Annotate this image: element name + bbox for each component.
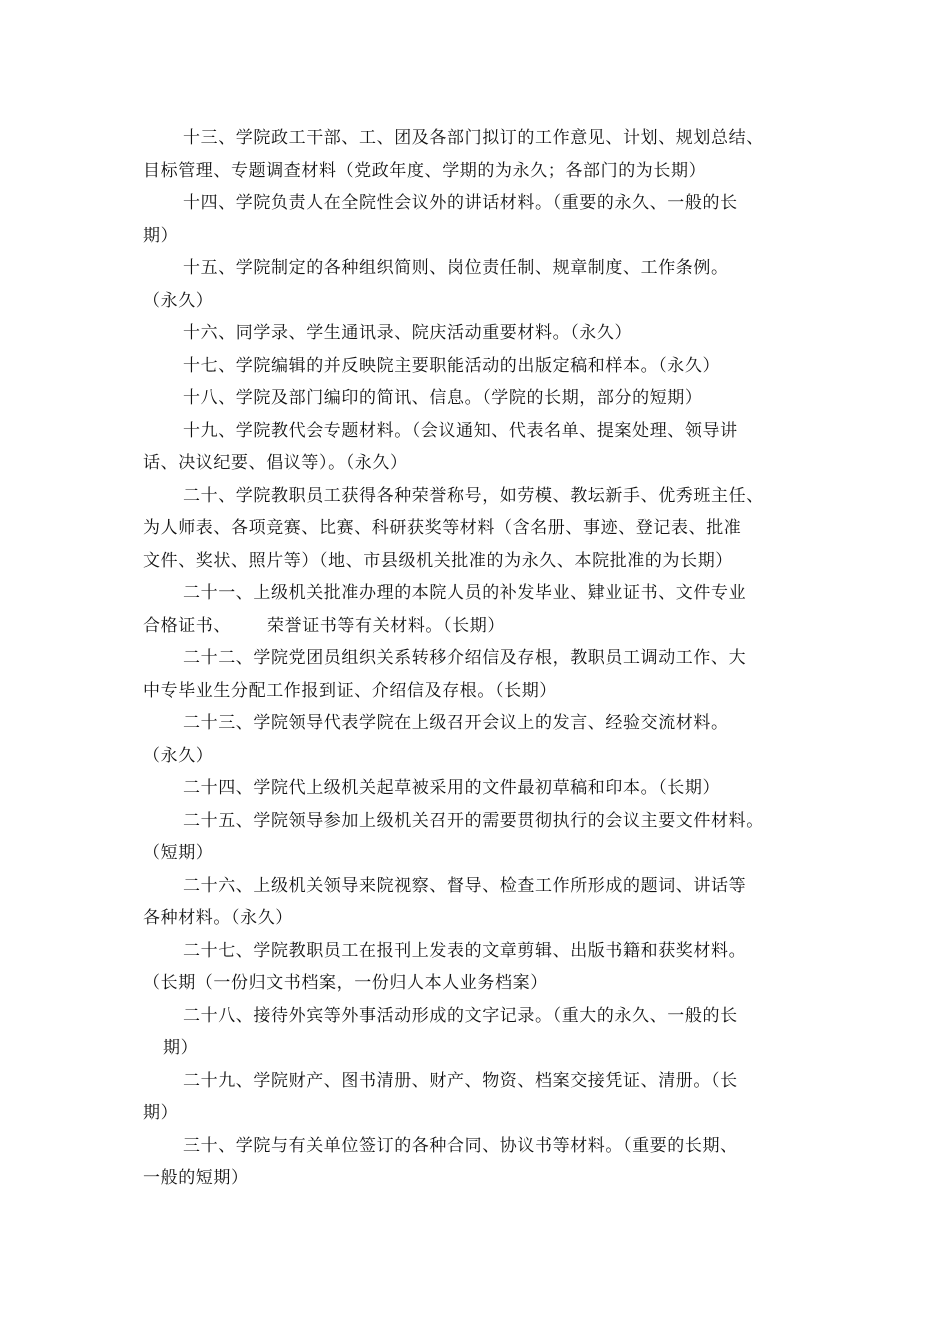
paragraph-line: 二十六、上级机关领导来院视察、督导、检查工作所形成的题词、讲话等 <box>183 875 747 896</box>
paragraph-line: 中专毕业生分配工作报到证、介绍信及存根。（长期） <box>143 680 557 701</box>
paragraph-line: 二十二、学院党团员组织关系转移介绍信及存根，教职员工调动工作、大 <box>183 648 747 668</box>
paragraph-21 <box>143 577 833 642</box>
paragraph-line: 十四、学院负责人在全院性会议外的讲话材料。（重要的永久、一般的长 <box>183 193 738 213</box>
paragraph-line: 二十七、学院教职员工在报刊上发表的文章剪辑、出版书籍和获奖材料。 <box>183 940 747 961</box>
paragraph-line: 一般的短期） <box>143 1168 249 1188</box>
paragraph-line: 各种材料。（永久） <box>143 908 293 928</box>
paragraph-line: 三十、学院与有关单位签订的各种合同、协议书等材料。（重要的长期、 <box>183 1135 738 1156</box>
paragraph-25 <box>143 805 833 870</box>
paragraph-line: 二十五、学院领导参加上级机关召开的需要贯彻执行的会议主要文件材料。 <box>183 810 764 831</box>
paragraph-24 <box>143 772 833 805</box>
paragraph-line: 为人师表、各项竞赛、比赛、科研获奖等材料（含名册、事迹、登记表、批准 <box>143 518 742 538</box>
paragraph-line: 二十一、上级机关批准办理的本院人员的补发毕业、肄业证书、文件专业 <box>183 583 747 603</box>
paragraph-30 <box>143 1130 833 1195</box>
paragraph-26 <box>143 870 833 935</box>
paragraph-14 <box>143 187 833 252</box>
paragraph-17 <box>143 350 833 383</box>
paragraph-line: 二十九、学院财产、图书清册、财产、物资、档案交接凭证、清册。（长 <box>183 1070 738 1091</box>
paragraph-line: 话、决议纪要、倡议等）。（永久） <box>143 453 408 473</box>
paragraph-line: 十六、同学录、学生通讯录、院庆活动重要材料。（永久） <box>183 323 633 343</box>
paragraph-23 <box>143 707 833 772</box>
paragraph-15 <box>143 252 833 317</box>
paragraph-line: 十三、学院政工干部、工、团及各部门拟订的工作意见、计划、规划总结、 <box>183 128 764 148</box>
paragraph-line: 二十、学院教职员工获得各种荣誉称号，如劳模、教坛新手、优秀班主任、 <box>183 485 764 506</box>
paragraph-line: 期） <box>143 1103 179 1123</box>
paragraph-line: 文件、奖状、照片等）（地、市县级机关批准的为永久、本院批准的为长期） <box>143 550 733 571</box>
paragraph-line: （长期（一份归文书档案，一份归人本人业务档案） <box>143 973 548 993</box>
paragraph-18 <box>143 382 833 415</box>
paragraph-line: 二十三、学院领导代表学院在上级召开会议上的发言、经验交流材料。 <box>183 713 729 733</box>
paragraph-line: 十五、学院制定的各种组织简则、岗位责任制、规章制度、工作条例。 <box>183 258 729 278</box>
paragraph-28 <box>143 1000 833 1065</box>
paragraph-line: （永久） <box>143 745 214 766</box>
paragraph-20 <box>143 480 833 578</box>
paragraph-line: 二十八、接待外宾等外事活动形成的文字记录。（重大的永久、一般的长 <box>183 1005 738 1026</box>
paragraph-16 <box>143 317 833 350</box>
paragraph-line: 十九、学院教代会专题材料。（会议通知、代表名单、提案处理、领导讲 <box>183 420 738 441</box>
paragraph-29 <box>143 1065 833 1130</box>
paragraph-line: （短期） <box>143 843 214 863</box>
paragraph-27 <box>143 935 833 1000</box>
document-body <box>143 122 833 1195</box>
paragraph-line: 合格证书、 荣誉证书等有关材料。（长期） <box>143 615 505 636</box>
paragraph-line: 期） <box>163 1038 199 1058</box>
paragraph-line: 期） <box>143 225 179 246</box>
paragraph-line: 二十四、学院代上级机关起草被采用的文件最初草稿和印本。（长期） <box>183 778 721 798</box>
paragraph-line: 十八、学院及部门编印的简讯、信息。（学院的长期，部分的短期） <box>183 388 703 408</box>
paragraph-line: 十七、学院编辑的并反映院主要职能活动的出版定稿和样本。（永久） <box>183 355 721 376</box>
paragraph-22 <box>143 642 833 707</box>
paragraph-line: （永久） <box>143 290 214 311</box>
paragraph-19 <box>143 415 833 480</box>
paragraph-13 <box>143 122 833 187</box>
paragraph-line: 目标管理、专题调查材料（党政年度、学期的为永久；各部门的为长期） <box>143 160 707 181</box>
